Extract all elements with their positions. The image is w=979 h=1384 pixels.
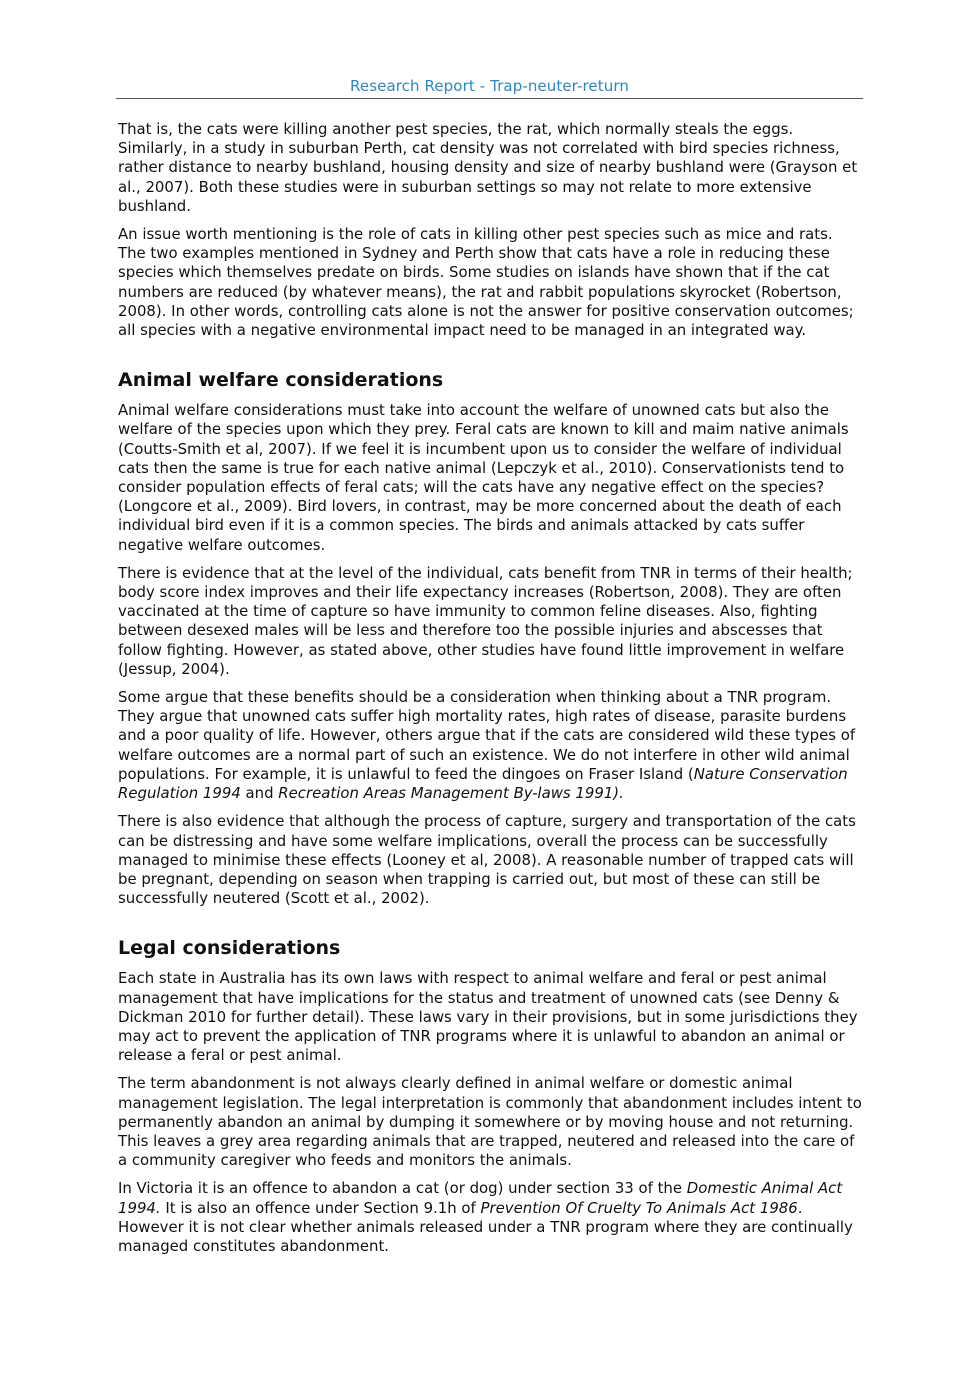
text-run: Some argue that these benefits should be a consideration when thinking about a TNR program. They argue that unowned cats suffer high mortality rates, high rates of disease, parasite burdens and a poor quality of life. However, others argue that if the cats are considered wild these types of welfare outcomes are a normal part of such an existence. We do not interfere in other wild animal populations. For example, it is unlawful to feed the dingoes on Fraser Island ( bbox=[118, 688, 856, 783]
running-header: Research Report - Trap-neuter-return bbox=[350, 77, 629, 95]
citation-italic: Recreation Areas Management By-laws 1991). bbox=[278, 784, 624, 803]
paragraph: Animal welfare considerations must take into account the welfare of unowned cats but also the welfare of the species upon which they prey. Feral cats are known to kill and maim native animals (Coutts-Smith et al, 2007). If we feel it is incumbent upon us to consider the welfare of individual cats then the same is true for each native animal (Lepczyk et al., 2010). Conservationists tend to consider population effects of feral cats; will the cats have any negative effect on the species? (Longcore et al., 2009). Bird lovers, in contrast, may be more concerned about the death of each individual bird even if it is a common species. The birds and animals attacked by cats suffer negative welfare outcomes. bbox=[118, 401, 849, 554]
paragraph: An issue worth mentioning is the role of cats in killing other pest species such as mice and rats. The two examples mentioned in Sydney and Perth show that cats have a role in reducing these species which themselves predate on birds. Some studies on islands have shown that if the cat numbers are reduced (by whatever means), the rat and rabbit populations skyrocket (Robertson, 2008). In other words, controlling cats alone is not the answer for positive conservation outcomes; all species with a negative environmental impact need to be managed in an integrated way. bbox=[118, 225, 854, 340]
act-title-italic: Prevention Of Cruelty To Animals Act 1986 bbox=[480, 1198, 798, 1217]
document-body bbox=[118, 120, 863, 1265]
text-run: . However it is not clear whether animals released under a TNR program where they are continually managed constitutes abandonment. bbox=[118, 1198, 853, 1255]
paragraph: Each state in Australia has its own laws with respect to animal welfare and feral or pest animal management that have implications for the status and treatment of unowned cats (see Denny & Dickman 2010 for further detail). These laws vary in their provisions, but in some jurisdictions they may act to prevent the application of TNR programs where it is unlawful to abandon an animal or release a feral or pest animal. bbox=[118, 969, 858, 1065]
text-run: It is also an offence under Section 9.1h of bbox=[160, 1198, 481, 1217]
paragraph: That is, the cats were killing another pest species, the rat, which normally steals the eggs. Similarly, in a study in suburban Perth, cat density was not correlated with bird species richness, rather distance to nearby bushland, housing density and size of nearby bushland were (Grayson et al., 2007). Both these studies were in suburban settings so may not relate to more extensive bushland. bbox=[118, 120, 858, 215]
paragraph bbox=[118, 1179, 863, 1256]
paragraph: There is also evidence that although the process of capture, surgery and transportation of the cats can be distressing and have some welfare implications, overall the process can be successfully managed to minimise these effects (Looney et al, 2008). A reasonable number of trapped cats will be pregnant, depending on season when trapping is carried out, but most of these can still be successfully neutered (Scott et al., 2002). bbox=[118, 812, 856, 908]
text-run: In Victoria it is an offence to abandon a cat (or dog) under section 33 of the bbox=[118, 1179, 687, 1198]
paragraph bbox=[118, 688, 863, 803]
section-heading-animal-welfare: Animal welfare considerations bbox=[118, 369, 444, 392]
paragraph: The term abandonment is not always clearly defined in animal welfare or domestic animal management legislation. The legal interpretation is commonly that abandonment includes intent to permanently abandon an animal by dumping it somewhere or by moving house and not returning. This leaves a grey area regarding animals that are trapped, neutered and released into the care of a community caregiver who feeds and monitors the animals. bbox=[118, 1074, 862, 1170]
text-run: and bbox=[240, 784, 279, 803]
section-heading-legal: Legal considerations bbox=[118, 937, 341, 960]
header-rule bbox=[116, 98, 863, 99]
paragraph: There is evidence that at the level of the individual, cats benefit from TNR in terms of their health; body score index improves and their life expectancy increases (Robertson, 2008). They are often vaccinated at the time of capture so have immunity to common feline diseases. Also, fighting between desexed males will be less and therefore too the possible injuries and abscesses that follow fighting. However, as stated above, other studies have found little improvement in welfare (Jessup, 2004). bbox=[118, 563, 853, 678]
citation-italic: Nature Conservation Regulation 1994 bbox=[118, 764, 848, 803]
act-title-italic: Domestic Animal Act 1994. bbox=[118, 1179, 843, 1217]
